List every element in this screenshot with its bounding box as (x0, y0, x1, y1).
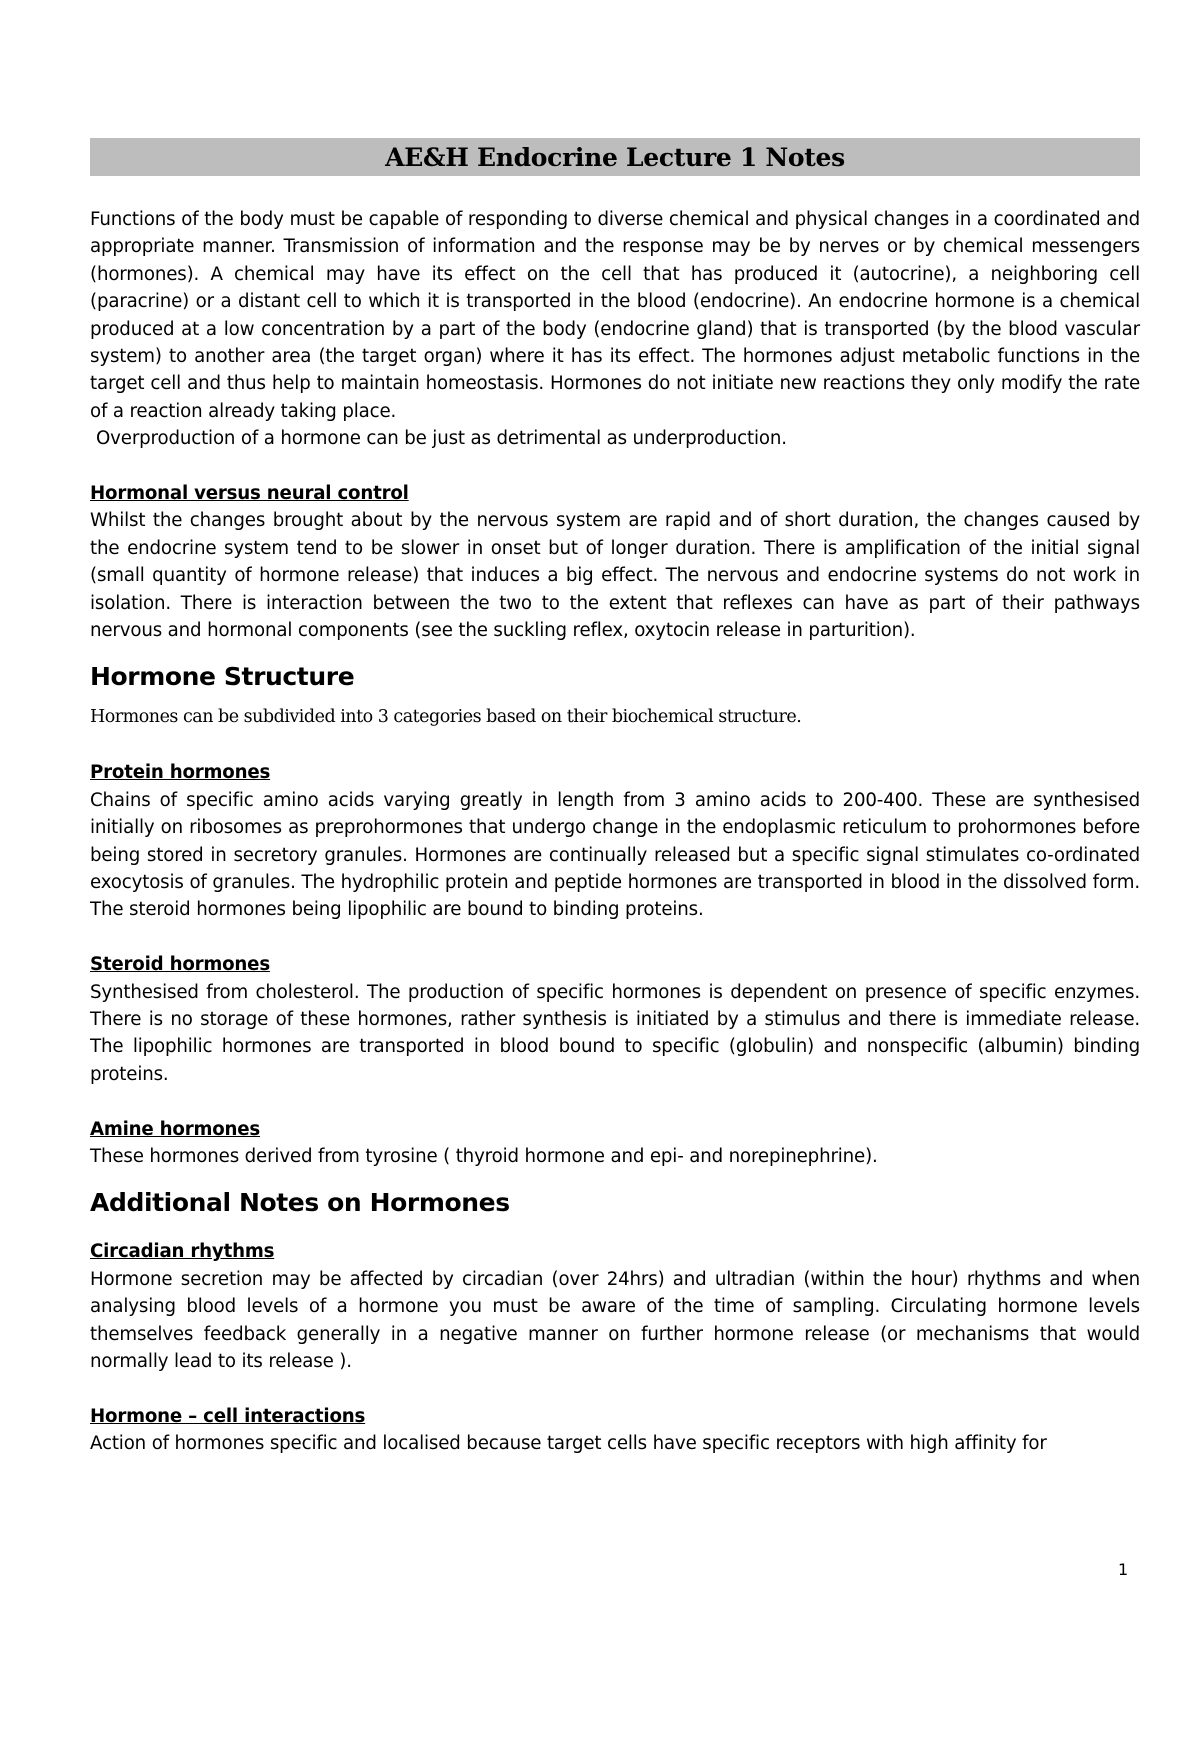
spacer (90, 1375, 1140, 1402)
document-page (90, 138, 1140, 1458)
circadian-rhythms-paragraph: Hormone secretion may be affected by circadian (over 24hrs) and ultradian (within the hour) rhythms and when analysing blood levels of a hormone you must be aware of the time of sampling. Circulating hormone levels themselves feedback generally in a negative manner on further hormone release (or mechanisms that would normally lead to its release ). (90, 1268, 1140, 1372)
title-bar (90, 138, 1140, 176)
spacer (90, 1230, 1140, 1238)
section-heading-additional-notes: Additional Notes on Hormones (90, 1188, 510, 1218)
document-title: AE&H Endocrine Lecture 1 Notes (385, 142, 845, 172)
subheading-amine-hormones: Amine hormones (90, 1118, 261, 1140)
protein-hormones-paragraph: Chains of specific amino acids varying greatly in length from 3 amino acids to 200-400. These are synthesised initially on ribosomes as preprohormones that undergo change in the endoplasmic reticulum to prohormones before being stored in secretory granules. Hormones are continually released but a specific signal stimulates co-ordinated exocytosis of granules. The hydrophilic protein and peptide hormones are transported in blood in the dissolved form. The steroid hormones being lipophilic are bound to binding proteins. (90, 789, 1140, 921)
page-number: 1 (1118, 1560, 1129, 1579)
subheading-hormone-cell-interactions: Hormone – cell interactions (90, 1405, 366, 1427)
spacer (90, 1088, 1140, 1115)
hormone-cell-interactions-paragraph: Action of hormones specific and localised because target cells have specific receptors with high affinity for (90, 1433, 1047, 1455)
subheading-circadian-rhythms: Circadian rhythms (90, 1241, 275, 1263)
spacer (90, 924, 1140, 951)
subheading-protein-hormones: Protein hormones (90, 762, 271, 784)
subheading-hormonal-vs-neural: Hormonal versus neural control (90, 483, 409, 505)
hormonal-vs-neural-paragraph: Whilst the changes brought about by the nervous system are rapid and of short duration, the changes caused by the endocrine system tend to be slower in onset but of longer duration. There is amplification of the initial signal (small quantity of hormone release) that induces a big effect. The nervous and endocrine systems do not work in isolation. There is interaction between the two to the extent that reflexes can have as part of their pathways nervous and hormonal components (see the suckling reflex, oxytocin release in parturition). (90, 510, 1140, 642)
intro-paragraph: Functions of the body must be capable of responding to diverse chemical and physical changes in a coordinated and appropriate manner. Transmission of information and the response may be by nerves or by chemical messengers (hormones). A chemical may have its effect on the cell that has produced it (autocrine), a neighboring cell (paracrine) or a distant cell to which it is transported in the blood (endocrine). An endocrine hormone is a chemical produced at a low concentration by a part of the body (endocrine gland) that is transported (by the blood vascular system) to another area (the target organ) where it has its effect. The hormones adjust metabolic functions in the target cell and thus help to maintain homeostasis. Hormones do not initiate new reactions they only modify the rate of a reaction already taking place. (90, 209, 1140, 422)
spacer (90, 453, 1140, 480)
overproduction-note: Overproduction of a hormone can be just as detrimental as underproduction. (96, 428, 787, 450)
subheading-steroid-hormones: Steroid hormones (90, 954, 270, 976)
amine-hormones-paragraph: These hormones derived from tyrosine ( thyroid hormone and epi- and norepinephrine). (90, 1145, 878, 1167)
steroid-hormones-paragraph: Synthesised from cholesterol. The production of specific hormones is dependent on presence of specific enzymes. There is no storage of these hormones, rather synthesis is initiated by a stimulus and there is immediate release. The lipophilic hormones are transported in blood bound to specific (globulin) and nonspecific (albumin) binding proteins. (90, 981, 1140, 1085)
section-heading-hormone-structure: Hormone Structure (90, 662, 355, 692)
spacer (90, 732, 1140, 759)
hormone-structure-intro: Hormones can be subdivided into 3 categories based on their biochemical structure. (90, 707, 802, 728)
